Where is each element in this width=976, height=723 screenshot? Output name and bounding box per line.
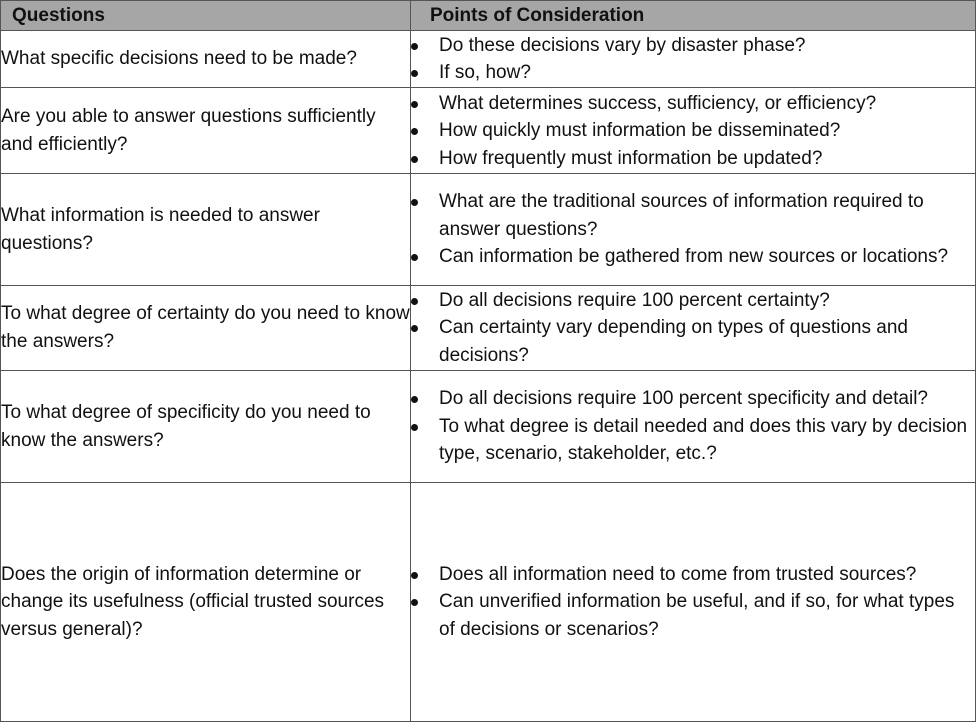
header-questions: Questions: [1, 1, 411, 31]
point-text: What determines success, sufficiency, or efficiency?: [439, 92, 877, 114]
question-cell: Does the origin of information determine or change its usefulness (official trusted sources versus general)?: [1, 483, 411, 722]
points-cell: [411, 285, 976, 370]
bullet-icon: [411, 128, 418, 135]
point-text: Can information be gathered from new sources or locations?: [439, 246, 949, 268]
header-points-of-consideration: Points of Consideration: [411, 1, 976, 31]
point-text: If so, how?: [439, 62, 531, 84]
bullet-icon: [411, 298, 418, 305]
points-list: [411, 385, 975, 468]
point-text: How frequently must information be updated?: [439, 147, 823, 169]
list-item: [411, 188, 975, 243]
table-row: [1, 483, 976, 722]
list-item: [411, 287, 975, 315]
list-item: [411, 90, 975, 118]
list-item: [411, 588, 975, 643]
points-list: [411, 287, 975, 370]
question-cell: What specific decisions need to be made?: [1, 31, 411, 88]
list-item: [411, 561, 975, 589]
points-list: [411, 32, 975, 87]
table-row: [1, 174, 976, 285]
bullet-icon: [411, 424, 418, 431]
bullet-icon: [411, 101, 418, 108]
points-cell: [411, 88, 976, 174]
list-item: [411, 32, 975, 60]
table-row: [1, 88, 976, 174]
list-item: [411, 314, 975, 369]
question-cell: To what degree of specificity do you need to know the answers?: [1, 370, 411, 482]
list-item: [411, 385, 975, 413]
list-item: [411, 145, 975, 173]
points-cell: [411, 483, 976, 722]
point-text: To what degree is detail needed and does this vary by decision type, scenario, stakeholder, etc.?: [439, 415, 968, 465]
points-cell: [411, 31, 976, 88]
bullet-icon: [411, 254, 418, 261]
bullet-icon: [411, 396, 418, 403]
bullet-icon: [411, 70, 418, 77]
point-text: Do these decisions vary by disaster phase?: [439, 34, 806, 56]
list-item: [411, 413, 975, 468]
bullet-icon: [411, 43, 418, 50]
point-text: Do all decisions require 100 percent specificity and detail?: [439, 388, 928, 410]
bullet-icon: [411, 156, 418, 163]
points-list: [411, 90, 975, 173]
header-row: [1, 1, 976, 31]
table-row: [1, 31, 976, 88]
points-list: [411, 561, 975, 644]
list-item: [411, 59, 975, 87]
point-text: Do all decisions require 100 percent certainty?: [439, 289, 830, 311]
point-text: Can certainty vary depending on types of questions and decisions?: [439, 317, 908, 366]
points-cell: [411, 174, 976, 285]
bullet-icon: [411, 599, 418, 606]
list-item: [411, 117, 975, 145]
question-cell: To what degree of certainty do you need to know the answers?: [1, 285, 411, 370]
point-text: What are the traditional sources of information required to answer questions?: [439, 191, 924, 240]
point-text: How quickly must information be disseminated?: [439, 120, 841, 142]
question-cell: Are you able to answer questions sufficiently and efficiently?: [1, 88, 411, 174]
bullet-icon: [411, 572, 418, 579]
points-list: [411, 188, 975, 271]
point-text: Can unverified information be useful, and if so, for what types of decisions or scenarios?: [439, 591, 955, 640]
question-cell: What information is needed to answer questions?: [1, 174, 411, 285]
point-text: Does all information need to come from trusted sources?: [439, 563, 917, 585]
list-item: [411, 243, 975, 271]
table-row: [1, 370, 976, 482]
table-row: [1, 285, 976, 370]
bullet-icon: [411, 199, 418, 206]
bullet-icon: [411, 325, 418, 332]
points-cell: [411, 370, 976, 482]
